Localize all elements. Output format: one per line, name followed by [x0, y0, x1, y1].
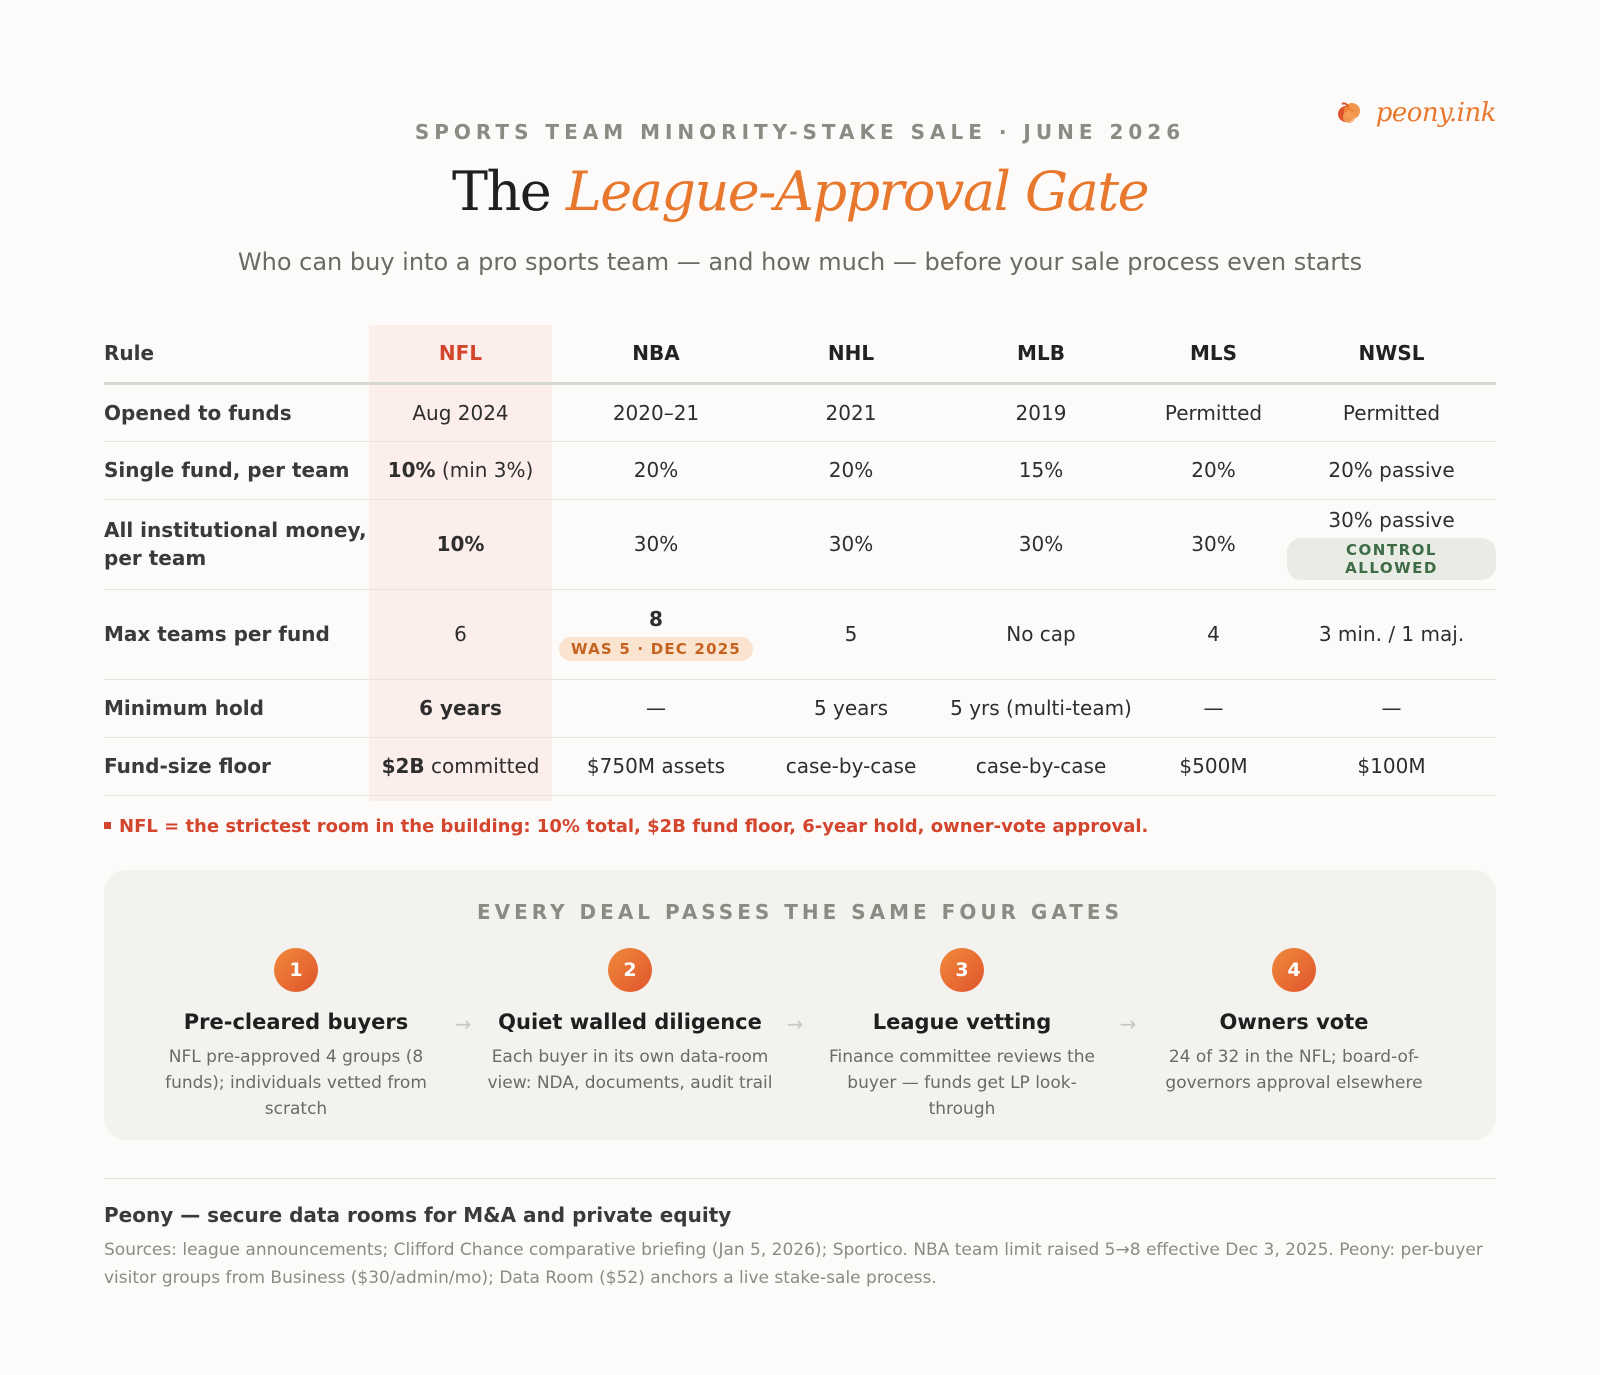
arrow-right-icon: → [454, 1012, 472, 1036]
cell-nwsl: $100M [1287, 737, 1496, 795]
cell-nba: $750M assets [552, 737, 760, 795]
cell-mlb: 5 yrs (multi-team) [942, 679, 1140, 737]
gate-step [148, 948, 444, 1122]
cell-mls: 20% [1140, 441, 1287, 499]
was-5-badge: WAS 5 · DEC 2025 [559, 637, 753, 661]
cell-nfl [369, 679, 552, 737]
footer-title: Peony — secure data rooms for M&A and private equity [104, 1203, 732, 1227]
cell-nhl: case-by-case [760, 737, 942, 795]
cell-mls: Permitted [1140, 383, 1287, 441]
subtitle: Who can buy into a pro sports team — and how much — before your sale process even starts [237, 248, 1363, 276]
table-row [104, 589, 1496, 679]
step-title: Pre-cleared buyers [183, 1010, 409, 1034]
step-number-badge: 2 [608, 948, 652, 992]
step-title: League vetting [872, 1010, 1052, 1034]
header-mls: MLS [1140, 325, 1287, 383]
table-row [104, 737, 1496, 795]
cell-nwsl: 20% passive [1287, 441, 1496, 499]
cell-nba: 30% [552, 499, 760, 589]
header-rule: Rule [104, 325, 369, 383]
cell-nwsl: — [1287, 679, 1496, 737]
note-text: NFL = the strictest room in the building: 10% total, $2B fund floor, 6-year hold, owner-vote approval. [119, 816, 1149, 837]
row-label: Minimum hold [104, 679, 369, 737]
header-nwsl: NWSL [1287, 325, 1496, 383]
nfl-note [104, 816, 1148, 837]
cell-nfl-suffix: committed [431, 754, 540, 778]
kicker: SPORTS TEAM MINORITY-STAKE SALE · JUNE 2026 [414, 120, 1186, 144]
cell-mlb: 15% [942, 441, 1140, 499]
page-title [0, 160, 1600, 223]
cell-mls: 30% [1140, 499, 1287, 589]
cell-nwsl: 3 min. / 1 maj. [1287, 589, 1496, 679]
cell-nwsl-value: 30% passive [1328, 508, 1455, 532]
cell-nfl: 6 [369, 589, 552, 679]
cell-mls: $500M [1140, 737, 1287, 795]
cell-mls: 4 [1140, 589, 1287, 679]
row-label: Single fund, per team [104, 441, 369, 499]
gate-step [1146, 948, 1442, 1096]
cell-nwsl: Permitted [1287, 383, 1496, 441]
header-mlb: MLB [942, 325, 1140, 383]
step-description: NFL pre-approved 4 groups (8 funds); individuals vetted from scratch [165, 1047, 427, 1119]
row-label: Fund-size floor [104, 737, 369, 795]
cell-mlb: case-by-case [942, 737, 1140, 795]
cell-mlb: 2019 [942, 383, 1140, 441]
control-allowed-badge: CONTROL ALLOWED [1287, 538, 1496, 580]
table-row [104, 383, 1496, 441]
row-label: Max teams per fund [104, 589, 369, 679]
header-nfl: NFL [369, 325, 552, 383]
step-description: Finance committee reviews the buyer — funds get LP look-through [828, 1047, 1096, 1119]
table-row [104, 679, 1496, 737]
cell-nfl-suffix: (min 3%) [441, 458, 534, 482]
step-title: Owners vote [1219, 1010, 1369, 1034]
cell-nhl: 2021 [760, 383, 942, 441]
step-number-badge: 1 [274, 948, 318, 992]
gate-step [814, 948, 1110, 1122]
brand-name: peony.ink [1375, 98, 1496, 128]
table-header-row [104, 325, 1496, 383]
cell-nhl: 5 years [760, 679, 942, 737]
note-bullet-icon [104, 822, 111, 829]
step-number-badge: 3 [940, 948, 984, 992]
cell-nhl: 30% [760, 499, 942, 589]
cell-nba [552, 589, 760, 679]
cell-mlb: No cap [942, 589, 1140, 679]
gates-panel [104, 870, 1496, 1140]
header-nhl: NHL [760, 325, 942, 383]
title-plain: The [451, 160, 551, 223]
step-description: Each buyer in its own data-room view: NDA, documents, audit trail [487, 1047, 773, 1093]
footer-divider [104, 1178, 1496, 1179]
cell-nba: 2020–21 [552, 383, 760, 441]
step-number-badge: 4 [1272, 948, 1316, 992]
cell-nfl-bold: 10% [387, 458, 436, 482]
comparison-table [104, 325, 1496, 796]
cell-nba-value: 8 [649, 607, 663, 631]
cell-nwsl [1287, 499, 1496, 589]
cell-nfl-bold: $2B [381, 754, 425, 778]
cell-mls: — [1140, 679, 1287, 737]
cell-nfl [369, 499, 552, 589]
table-row [104, 499, 1496, 589]
row-label-line2: per team [104, 546, 207, 570]
step-description: 24 of 32 in the NFL; board-of-governors approval elsewhere [1165, 1047, 1423, 1093]
table-row [104, 441, 1496, 499]
cell-nfl [369, 441, 552, 499]
gates-title: EVERY DEAL PASSES THE SAME FOUR GATES [477, 900, 1123, 924]
cell-mlb: 30% [942, 499, 1140, 589]
cell-nfl-bold: 10% [436, 532, 485, 556]
cell-nfl-bold: 6 years [419, 696, 502, 720]
header-nba: NBA [552, 325, 760, 383]
row-label: Opened to funds [104, 383, 369, 441]
row-label [104, 499, 369, 589]
gate-step [482, 948, 778, 1096]
cell-nba: 20% [552, 441, 760, 499]
arrow-right-icon: → [786, 1012, 804, 1036]
arrow-right-icon: → [1119, 1012, 1137, 1036]
cell-nfl: Aug 2024 [369, 383, 552, 441]
step-title: Quiet walled diligence [498, 1010, 762, 1034]
cell-nba: — [552, 679, 760, 737]
row-label-line1: All institutional money, [104, 518, 367, 542]
cell-nfl [369, 737, 552, 795]
cell-nhl: 20% [760, 441, 942, 499]
title-accent: League-Approval Gate [565, 160, 1149, 223]
footer-sources: Sources: league announcements; Clifford Chance comparative briefing (Jan 5, 2026); Sportico. NBA team limit raised 5→8 effective Dec 3, 2025. Peony: per-buyer visitor groups from Business ($30/admin/mo); Data Room ($52) anchors a live stake-sale process. [104, 1240, 1483, 1288]
cell-nhl: 5 [760, 589, 942, 679]
